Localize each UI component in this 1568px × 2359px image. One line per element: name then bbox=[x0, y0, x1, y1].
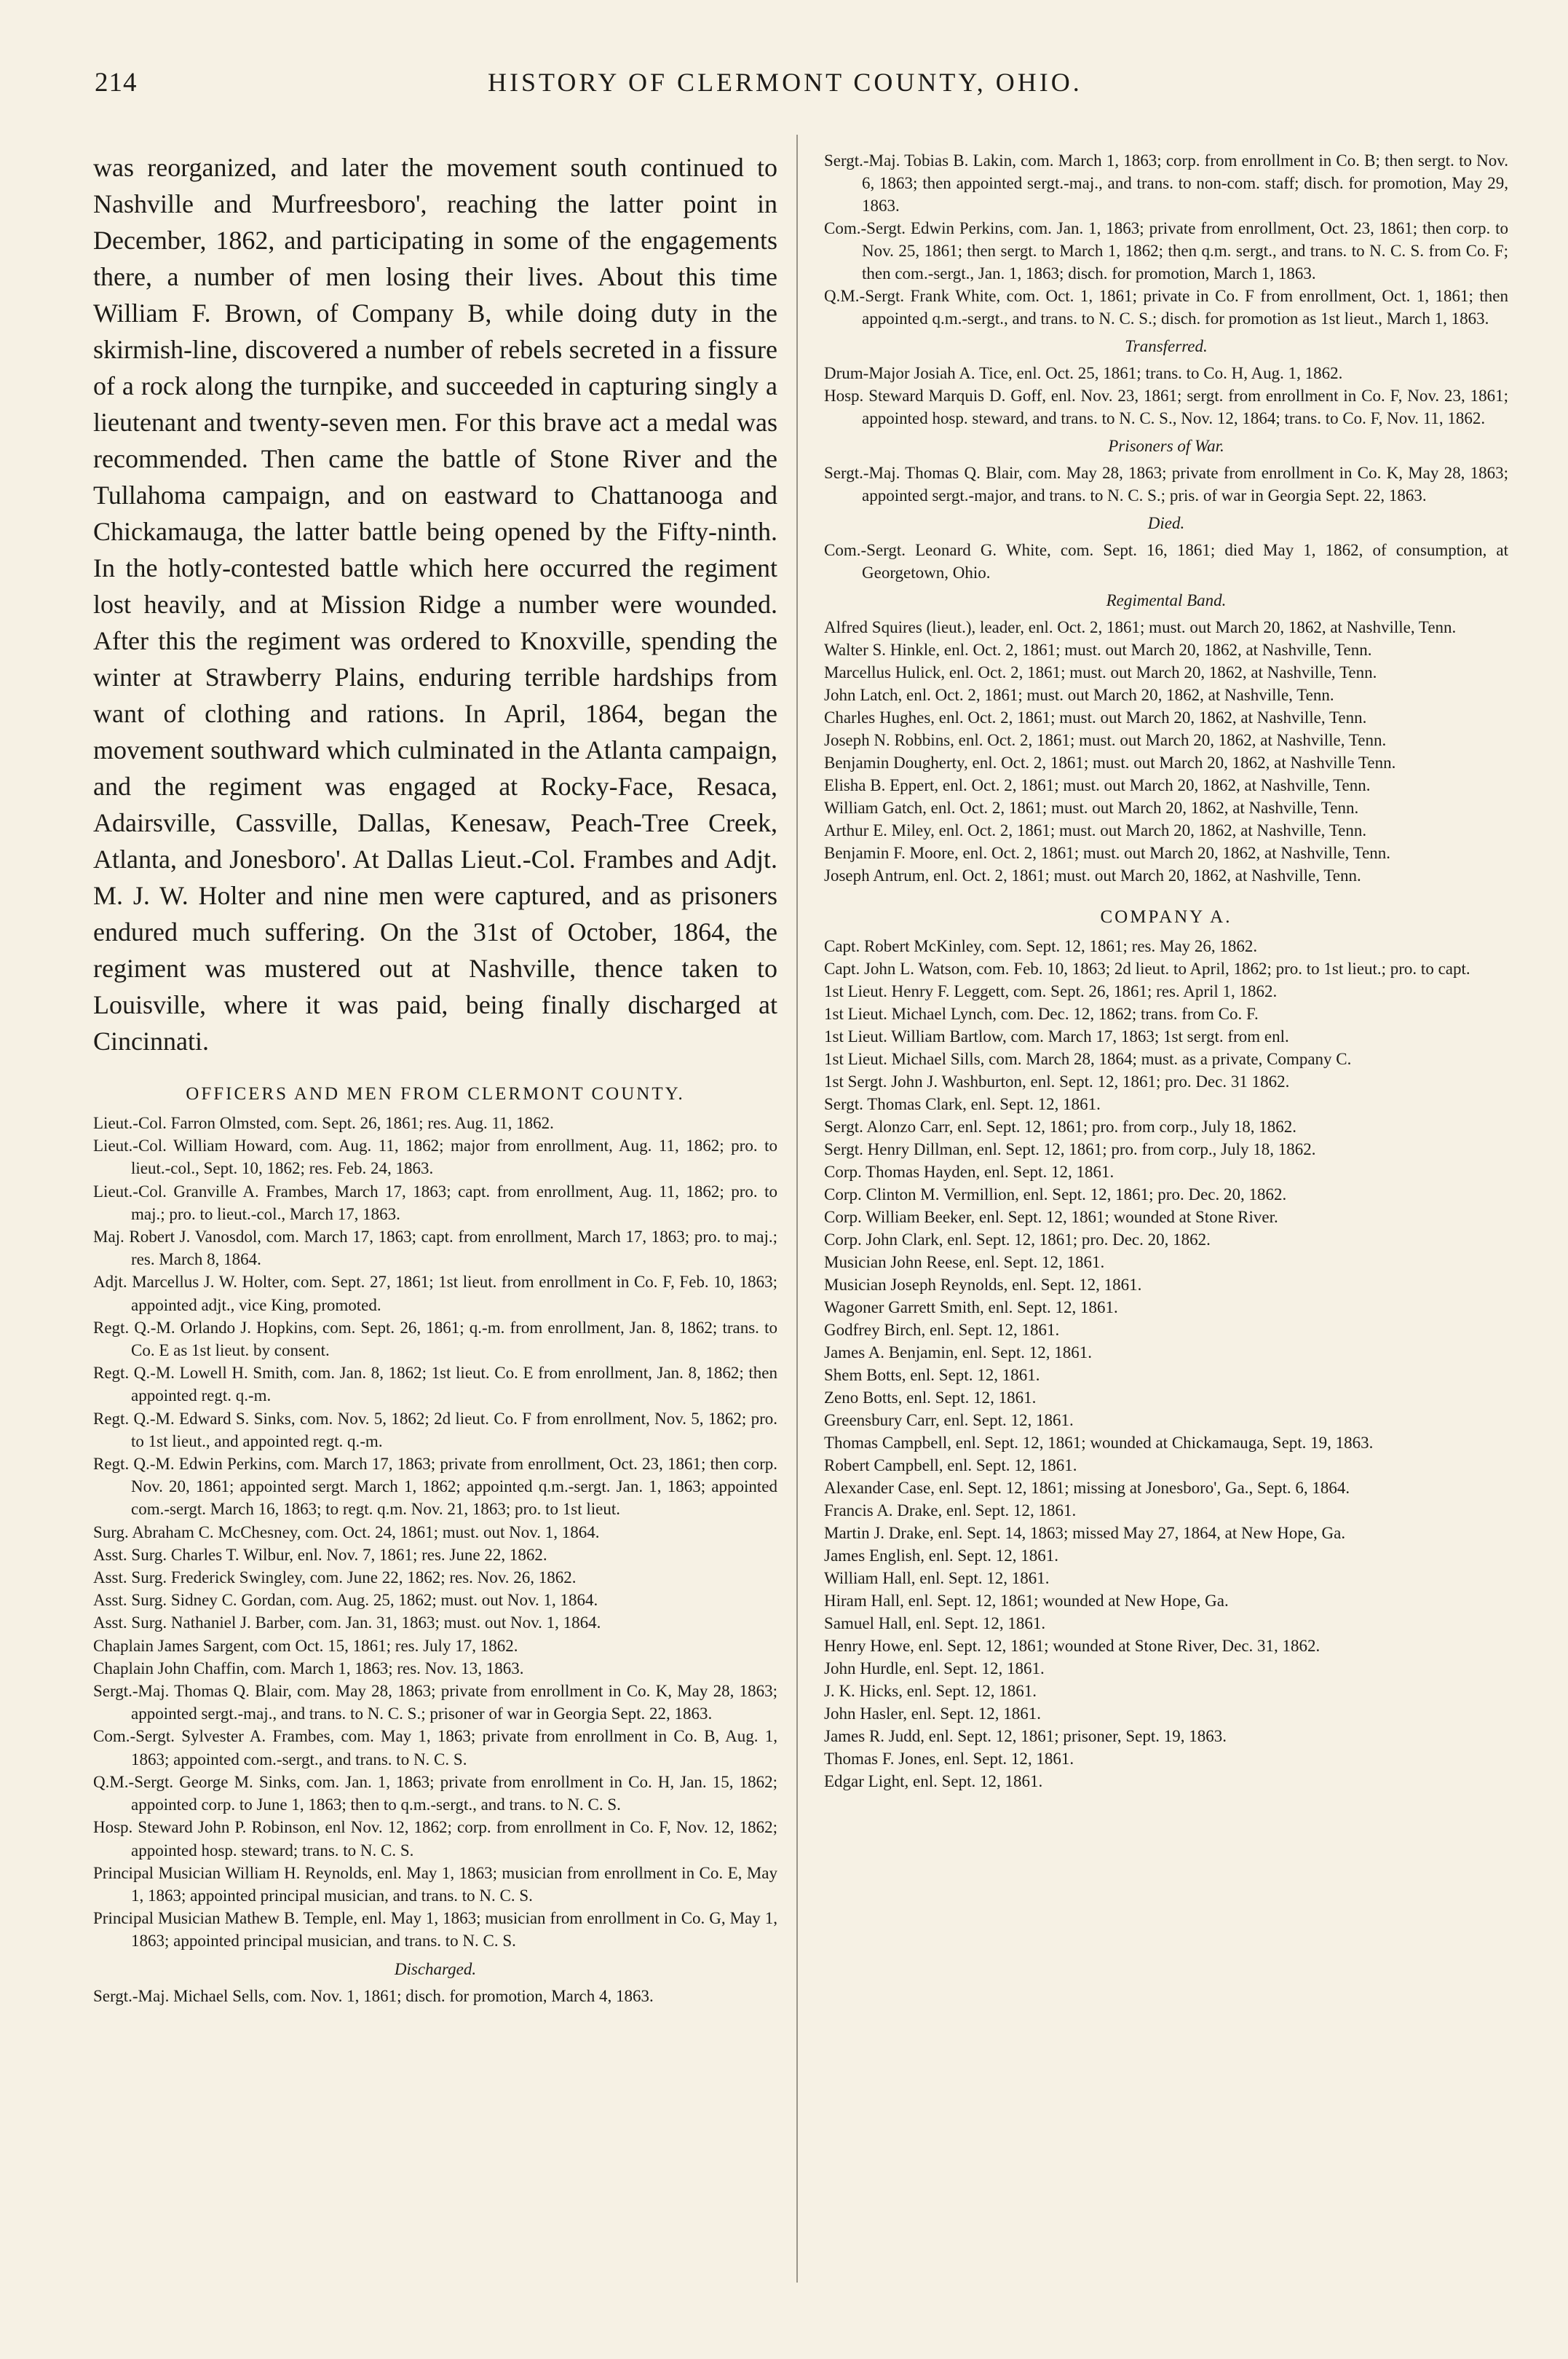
roster-entry: Asst. Surg. Nathaniel J. Barber, com. Jan. 31, 1863; must. out Nov. 1, 1864. bbox=[93, 1613, 601, 1632]
roster-entry: J. K. Hicks, enl. Sept. 12, 1861. bbox=[824, 1682, 1037, 1700]
roster-entry: James R. Judd, enl. Sept. 12, 1861; prisoner, Sept. 19, 1863. bbox=[824, 1727, 1227, 1745]
roster-entry: Marcellus Hulick, enl. Oct. 2, 1861; must. out March 20, 1862, at Nashville, Tenn. bbox=[824, 663, 1377, 681]
roster-entry: Sergt.-Maj. Thomas Q. Blair, com. May 28, 1863; private from enrollment in Co. K, May 28, 1863; appointed sergt.-major, and trans. to N. C. S.; pris. of war in Georgia Sept. 22, 1863. bbox=[824, 464, 1508, 505]
column-divider bbox=[796, 135, 798, 2283]
roster-entry: Regt. Q.-M. Orlando J. Hopkins, com. Sept. 26, 1861; q.-m. from enrollment, Jan. 8, 1862; trans. to Co. E as 1st lieut. by consent. bbox=[93, 1318, 777, 1360]
roster-entry: Musician Joseph Reynolds, enl. Sept. 12, 1861. bbox=[824, 1276, 1142, 1294]
roster-entry: James English, enl. Sept. 12, 1861. bbox=[824, 1546, 1058, 1565]
roster-entry: Benjamin Dougherty, enl. Oct. 2, 1861; must. out March 20, 1862, at Nashville Tenn. bbox=[824, 754, 1396, 772]
roster-entry: Robert Campbell, enl. Sept. 12, 1861. bbox=[824, 1456, 1077, 1474]
band-heading: Regimental Band. bbox=[1106, 591, 1227, 609]
roster-entry: William Gatch, enl. Oct. 2, 1861; must. out March 20, 1862, at Nashville, Tenn. bbox=[824, 799, 1359, 817]
roster-entry: Elisha B. Eppert, enl. Oct. 2, 1861; must. out March 20, 1862, at Nashville, Tenn. bbox=[824, 776, 1371, 794]
roster-entry: Lieut.-Col. Farron Olmsted, com. Sept. 26, 1861; res. Aug. 11, 1862. bbox=[93, 1114, 554, 1132]
roster-entry: Com.-Sergt. Edwin Perkins, com. Jan. 1, 1863; private from enrollment, Oct. 23, 1861; then corp. to Nov. 25, 1861; then sergt. to March 1, 1862; then q.m. sergt., and trans. to N. C. S. from Co. F; then com.-sergt., Jan. 1, 1863; disch. for promotion, March 1, 1863. bbox=[824, 219, 1508, 282]
roster-entry: Henry Howe, enl. Sept. 12, 1861; wounded at Stone River, Dec. 31, 1862. bbox=[824, 1637, 1320, 1655]
roster-entry: John Latch, enl. Oct. 2, 1861; must. out March 20, 1862, at Nashville, Tenn. bbox=[824, 686, 1334, 704]
roster-entry: Sergt. Alonzo Carr, enl. Sept. 12, 1861; pro. from corp., July 18, 1862. bbox=[824, 1118, 1296, 1136]
roster-entry: Asst. Surg. Frederick Swingley, com. June 22, 1862; res. Nov. 26, 1862. bbox=[93, 1568, 577, 1587]
officers-heading: OFFICERS AND MEN FROM CLERMONT COUNTY. bbox=[186, 1084, 685, 1104]
roster-entry: Wagoner Garrett Smith, enl. Sept. 12, 1861. bbox=[824, 1298, 1118, 1316]
roster-entry: Sergt.-Maj. Tobias B. Lakin, com. March 1, 1863; corp. from enrollment in Co. B; then sergt. to Nov. 6, 1863; then appointed sergt.-maj., and trans. to non-com. staff; disch. for promotion, May 29, 1863. bbox=[824, 151, 1508, 215]
roster-entry: Q.M.-Sergt. George M. Sinks, com. Jan. 1, 1863; private from enrollment in Co. H, Jan. 15, 1862; appointed corp. to June 1, 1863; then to q.m.-sergt., and trans. to N. C. S. bbox=[93, 1772, 777, 1814]
prisoners-heading: Prisoners of War. bbox=[1108, 437, 1224, 455]
discharged-heading: Discharged. bbox=[394, 1959, 477, 1978]
company-a-list bbox=[824, 935, 1508, 1793]
roster-entry: Hiram Hall, enl. Sept. 12, 1861; wounded at New Hope, Ga. bbox=[824, 1592, 1229, 1610]
company-a-heading: COMPANY A. bbox=[1100, 907, 1232, 927]
roster-entry: Thomas F. Jones, enl. Sept. 12, 1861. bbox=[824, 1750, 1074, 1768]
roster-entry: Principal Musician Mathew B. Temple, enl. May 1, 1863; musician from enrollment in Co. G, May 1, 1863; appointed principal musician, and trans. to N. C. S. bbox=[93, 1909, 777, 1951]
roster-entry: Q.M.-Sergt. Frank White, com. Oct. 1, 1861; private in Co. F from enrollment, Oct. 1, 1861; then appointed q.m.-sergt., and trans. to N. C. S.; disch. for promotion as 1st lieut., March 1, 1863. bbox=[824, 287, 1508, 328]
roster-entry: Shem Botts, enl. Sept. 12, 1861. bbox=[824, 1366, 1040, 1384]
roster-entry: Greensbury Carr, enl. Sept. 12, 1861. bbox=[824, 1411, 1074, 1429]
roster-entry: Joseph N. Robbins, enl. Oct. 2, 1861; must. out March 20, 1862, at Nashville, Tenn. bbox=[824, 731, 1387, 749]
roster-entry: 1st Lieut. William Bartlow, com. March 17, 1863; 1st sergt. from enl. bbox=[824, 1027, 1289, 1046]
died-heading: Died. bbox=[1147, 514, 1185, 532]
roster-entry: Com.-Sergt. Leonard G. White, com. Sept. 16, 1861; died May 1, 1862, of consumption, at Georgetown, Ohio. bbox=[824, 541, 1508, 582]
roster-entry: Martin J. Drake, enl. Sept. 14, 1863; missed May 27, 1864, at New Hope, Ga. bbox=[824, 1524, 1346, 1542]
roster-entry: Walter S. Hinkle, enl. Oct. 2, 1861; must. out March 20, 1862, at Nashville, Tenn. bbox=[824, 641, 1372, 659]
discharged-list bbox=[93, 1985, 777, 2007]
roster-entry: Edgar Light, enl. Sept. 12, 1861. bbox=[824, 1772, 1043, 1790]
roster-entry: Regt. Q.-M. Lowell H. Smith, com. Jan. 8, 1862; 1st lieut. Co. E from enrollment, Jan. 8, 1862; then appointed regt. q.-m. bbox=[93, 1364, 777, 1405]
roster-entry: Com.-Sergt. Sylvester A. Frambes, com. May 1, 1863; private from enrollment in Co. B, Aug. 1, 1863; appointed com.-sergt., and trans. to N. C. S. bbox=[93, 1727, 777, 1769]
roster-entry: Charles Hughes, enl. Oct. 2, 1861; must. out March 20, 1862, at Nashville, Tenn. bbox=[824, 708, 1367, 727]
roster-entry: John Hurdle, enl. Sept. 12, 1861. bbox=[824, 1659, 1045, 1678]
roster-entry: Zeno Botts, enl. Sept. 12, 1861. bbox=[824, 1388, 1037, 1407]
roster-entry: Capt. John L. Watson, com. Feb. 10, 1863; 2d lieut. to April, 1862; pro. to 1st lieut.; pro. to capt. bbox=[824, 960, 1470, 978]
roster-entry: Alexander Case, enl. Sept. 12, 1861; missing at Jonesboro', Ga., Sept. 6, 1864. bbox=[824, 1479, 1350, 1497]
roster-entry: Corp. William Beeker, enl. Sept. 12, 1861; wounded at Stone River. bbox=[824, 1208, 1278, 1226]
roster-entry: Sergt. Henry Dillman, enl. Sept. 12, 1861; pro. from corp., July 18, 1862. bbox=[824, 1140, 1316, 1158]
page-title: HISTORY OF CLERMONT COUNTY, OHIO. bbox=[488, 68, 1082, 97]
roster-entry: Regt. Q.-M. Edward S. Sinks, com. Nov. 5, 1862; 2d lieut. Co. F from enrollment, Nov. 5, 1862; pro. to 1st lieut., and appointed regt. q.-m. bbox=[93, 1409, 777, 1450]
roster-entry: William Hall, enl. Sept. 12, 1861. bbox=[824, 1569, 1050, 1587]
roster-entry: Surg. Abraham C. McChesney, com. Oct. 24, 1861; must. out Nov. 1, 1864. bbox=[93, 1522, 600, 1541]
prisoners-list bbox=[824, 462, 1508, 507]
roster-entry: Francis A. Drake, enl. Sept. 12, 1861. bbox=[824, 1501, 1077, 1520]
roster-entry: Samuel Hall, enl. Sept. 12, 1861. bbox=[824, 1614, 1046, 1632]
roster-entry: Corp. Clinton M. Vermillion, enl. Sept. 12, 1861; pro. Dec. 20, 1862. bbox=[824, 1185, 1287, 1204]
roster-entry: Principal Musician William H. Reynolds, enl. May 1, 1863; musician from enrollment in Co. E, May 1, 1863; appointed principal musician, and trans. to N. C. S. bbox=[93, 1863, 777, 1905]
roster-entry: Hosp. Steward Marquis D. Goff, enl. Nov. 23, 1861; sergt. from enrollment in Co. F, Nov. 23, 1861; appointed hosp. steward, and trans. to N. C. S., Nov. 12, 1864; trans. to Co. F, Nov. 11, 1862. bbox=[824, 387, 1508, 427]
roster-entry: Thomas Campbell, enl. Sept. 12, 1861; wounded at Chickamauga, Sept. 19, 1863. bbox=[824, 1434, 1374, 1452]
discharged-list-continued bbox=[824, 149, 1508, 330]
band-list bbox=[824, 616, 1508, 887]
left-column bbox=[93, 149, 777, 2007]
roster-entry: Drum-Major Josiah A. Tice, enl. Oct. 25, 1861; trans. to Co. H, Aug. 1, 1862. bbox=[824, 364, 1343, 382]
roster-entry: 1st Lieut. Michael Sills, com. March 28, 1864; must. as a private, Company C. bbox=[824, 1050, 1352, 1068]
roster-entry: 1st Lieut. Henry F. Leggett, com. Sept. 26, 1861; res. April 1, 1862. bbox=[824, 982, 1278, 1000]
running-head bbox=[95, 67, 1121, 111]
transferred-list bbox=[824, 362, 1508, 430]
officers-list bbox=[93, 1112, 777, 1953]
roster-entry: John Hasler, enl. Sept. 12, 1861. bbox=[824, 1704, 1042, 1723]
died-list bbox=[824, 539, 1508, 584]
roster-entry: Alfred Squires (lieut.), leader, enl. Oct. 2, 1861; must. out March 20, 1862, at Nashville, Tenn. bbox=[824, 618, 1457, 636]
roster-entry: Benjamin F. Moore, enl. Oct. 2, 1861; must. out March 20, 1862, at Nashville, Tenn. bbox=[824, 844, 1391, 862]
roster-entry: Capt. Robert McKinley, com. Sept. 12, 1861; res. May 26, 1862. bbox=[824, 937, 1258, 955]
roster-entry: Corp. Thomas Hayden, enl. Sept. 12, 1861. bbox=[824, 1163, 1114, 1181]
roster-entry: Lieut.-Col. Granville A. Frambes, March 17, 1863; capt. from enrollment, Aug. 11, 1862; pro. to maj.; pro. to lieut.-col., March 17, 1863. bbox=[93, 1182, 777, 1223]
roster-entry: Musician John Reese, enl. Sept. 12, 1861. bbox=[824, 1253, 1105, 1271]
narrative-paragraph: was reorganized, and later the movement south continued to Nashville and Murfreesboro', reaching the latter point in December, 1862, and participating in some of the engagements there, a number of men losing their lives. About this time William F. Brown, of Company B, while doing duty in the skirmish-line, discovered a number of rebels secreted in a fissure of a rock along the turnpike, and succeeded in capturing singly a lieutenant and twenty-seven men. For this brave act a medal was recommended. Then came the battle of Stone River and the Tullahoma campaign, and on eastward to Chattanooga and Chickamauga, the latter battle being opened by the Fifty-ninth. In the hotly-contested battle which here occurred the regiment lost heavily, and at Mission Ridge a number were wounded. After this the regiment was ordered to Knoxville, spending the winter at Strawberry Plains, enduring terrible hardships from want of clothing and rations. In April, 1864, began the movement southward which culminated in the Atlanta campaign, and the regiment was engaged at Rocky-Face, Resaca, Adairsville, Cassville, Dallas, Kenesaw, Peach-Tree Creek, Atlanta, and Jonesboro'. At Dallas Lieut.-Col. Frambes and Adjt. M. J. W. Holter and nine men were captured, and as prisoners endured much suffering. On the 31st of October, 1864, the regiment was mustered out at Nashville, thence taken to Louisville, where it was paid, being finally discharged at Cincinnati. bbox=[93, 153, 777, 1056]
narrative-text bbox=[93, 149, 777, 1059]
roster-entry: 1st Lieut. Michael Lynch, com. Dec. 12, 1862; trans. from Co. F. bbox=[824, 1005, 1259, 1023]
roster-entry: Joseph Antrum, enl. Oct. 2, 1861; must. out March 20, 1862, at Nashville, Tenn. bbox=[824, 866, 1361, 885]
roster-entry: Adjt. Marcellus J. W. Holter, com. Sept. 27, 1861; 1st lieut. from enrollment in Co. F, Feb. 10, 1863; appointed adjt., vice King, promoted. bbox=[93, 1273, 777, 1314]
roster-entry: Sergt. Thomas Clark, enl. Sept. 12, 1861. bbox=[824, 1095, 1101, 1113]
page-number: 214 bbox=[95, 68, 138, 98]
roster-entry: Hosp. Steward John P. Robinson, enl Nov. 12, 1862; corp. from enrollment in Co. F, Nov. 12, 1862; appointed hosp. steward; trans. to N. C. S. bbox=[93, 1818, 777, 1860]
roster-entry: Sergt.-Maj. Michael Sells, com. Nov. 1, 1861; disch. for promotion, March 4, 1863. bbox=[93, 1986, 654, 2005]
roster-entry: Chaplain John Chaffin, com. March 1, 1863; res. Nov. 13, 1863. bbox=[93, 1659, 524, 1678]
roster-entry: Maj. Robert J. Vanosdol, com. March 17, 1863; capt. from enrollment, March 17, 1863; pro. to maj.; res. March 8, 1864. bbox=[93, 1228, 777, 1269]
roster-entry: Sergt.-Maj. Thomas Q. Blair, com. May 28, 1863; private from enrollment in Co. K, May 28, 1863; appointed sergt.-maj., and trans. to N. C. S.; prisoner of war in Georgia Sept. 22, 1863. bbox=[93, 1682, 777, 1723]
roster-entry: Arthur E. Miley, enl. Oct. 2, 1861; must. out March 20, 1862, at Nashville, Tenn. bbox=[824, 821, 1367, 839]
roster-entry: 1st Sergt. John J. Washburton, enl. Sept. 12, 1861; pro. Dec. 31 1862. bbox=[824, 1072, 1290, 1091]
roster-entry: Regt. Q.-M. Edwin Perkins, com. March 17, 1863; private from enrollment, Oct. 23, 1861; then corp. Nov. 20, 1861; appointed sergt. March 1, 1862; appointed q.m.-sergt. Jan. 1, 1863; appointed com.-sergt. March 16, 1863; to regt. q.m. Nov. 21, 1863; pro. to 1st lieut. bbox=[93, 1455, 777, 1519]
roster-entry: Asst. Surg. Sidney C. Gordan, com. Aug. 25, 1862; must. out Nov. 1, 1864. bbox=[93, 1591, 598, 1610]
right-column bbox=[824, 149, 1508, 1793]
roster-entry: Godfrey Birch, enl. Sept. 12, 1861. bbox=[824, 1321, 1060, 1339]
roster-entry: Asst. Surg. Charles T. Wilbur, enl. Nov. 7, 1861; res. June 22, 1862. bbox=[93, 1545, 547, 1564]
roster-entry: Lieut.-Col. William Howard, com. Aug. 11, 1862; major from enrollment, Aug. 11, 1862; pro. to lieut.-col., Sept. 10, 1862; res. Feb. 24, 1863. bbox=[93, 1137, 777, 1178]
transferred-heading: Transferred. bbox=[1125, 337, 1208, 355]
roster-entry: James A. Benjamin, enl. Sept. 12, 1861. bbox=[824, 1343, 1092, 1362]
roster-entry: Corp. John Clark, enl. Sept. 12, 1861; pro. Dec. 20, 1862. bbox=[824, 1230, 1211, 1249]
roster-entry: Chaplain James Sargent, com Oct. 15, 1861; res. July 17, 1862. bbox=[93, 1636, 518, 1655]
